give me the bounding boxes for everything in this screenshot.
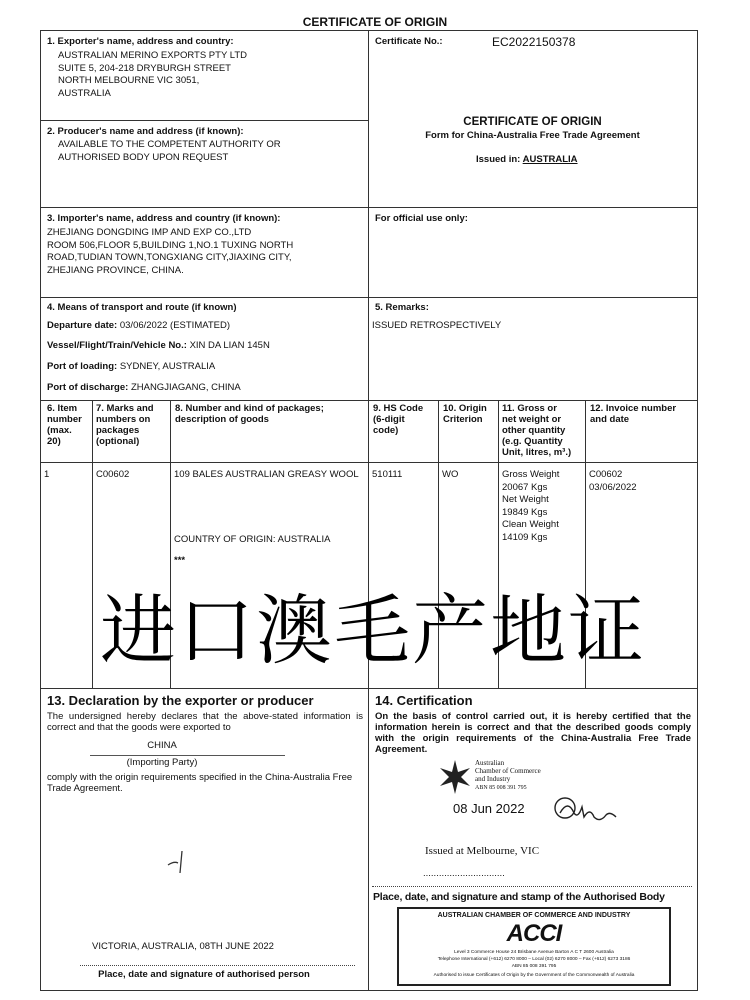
row-marks: C00602 — [96, 469, 130, 480]
certificate-no-label: Certificate No.: — [375, 36, 443, 47]
stamp-org: AUSTRALIAN CHAMBER OF COMMERCE AND INDUSTRY — [437, 912, 631, 919]
declaration-title: 13. Declaration by the exporter or producer — [47, 693, 314, 708]
declaration-text: The undersigned hereby declares that the above-stated information is correct and that the goods were exported to — [47, 711, 363, 733]
col-origin-criterion: 10. Origin Criterion — [443, 403, 487, 425]
stamp-authorisation: Authorised to issue Certificates of Origin by the Government of the Commonwealth of Australia — [433, 973, 635, 978]
seal-abn: ABN 85 008 391 795 — [475, 785, 527, 791]
issued-in — [476, 154, 578, 167]
row-description: 109 BALES AUSTRALIAN GREASY WOOL — [174, 469, 359, 480]
stamp-address: Level 3 Commerce House 24 Brisbane Avenue Barton A C T 2600 Australia Telephone International (+612) 6270 8000 – Local (02) 6270 8000 – Fax (+612) 6273 3186 ABN 85 008 391 795 — [437, 950, 631, 969]
col-invoice: 12. Invoice number and date — [590, 403, 677, 425]
acci-star-seal-icon — [437, 759, 473, 795]
declaration-footer: Place, date and signature of authorised person — [98, 969, 310, 980]
col-hs-code: 9. HS Code (6-digit code) — [373, 403, 424, 436]
declaration-text-2: comply with the origin requirements specified in the China-Australia Free Trade Agreement. — [47, 772, 353, 794]
chinese-overlay-text: 进口澳毛产地证 — [100, 589, 646, 674]
acci-stamp — [397, 907, 671, 986]
departure-date — [47, 320, 230, 333]
authority-signature — [552, 795, 622, 825]
importer-value: ZHEJIANG DONGDING IMP AND EXP CO.,LTD ROOM 506,FLOOR 5,BUILDING 1,NO.1 TUXING NORTH ROAD,TUDIAN TOWN,TONGXIANG CITY,JIAXING CITY, ZHEJIANG PROVINCE, CHINA. — [47, 227, 294, 276]
issued-in-value: AUSTRALIA — [522, 154, 578, 165]
port-of-discharge — [47, 382, 241, 395]
declaration-importing-party: (Importing Party) — [126, 757, 198, 768]
producer-label: 2. Producer's name and address (if known): — [47, 126, 244, 137]
remarks-value: ISSUED RETROSPECTIVELY — [372, 320, 502, 331]
vessel-value: XIN DA LIAN 145N — [189, 340, 270, 351]
col-marks: 7. Marks and numbers on packages (optional) — [96, 403, 154, 447]
row-invoice: C00602 03/06/2022 — [589, 469, 637, 493]
acci-logo: ACCI — [506, 920, 562, 947]
header-title: CERTIFICATE OF ORIGIN — [463, 116, 602, 128]
port-of-loading — [47, 361, 215, 374]
row-item: 1 — [44, 469, 50, 480]
row-criterion: WO — [442, 469, 459, 480]
col-item: 6. Item number (max. 20) — [47, 403, 82, 447]
row-weight: Gross Weight 20067 Kgs Net Weight 19849 Kgs Clean Weight 14109 Kgs — [502, 469, 560, 543]
col-weight: 11. Gross or net weight or other quantity (e.g. Quantity Unit, litres, m³.) — [502, 403, 572, 458]
discharge-label: Port of discharge: — [47, 382, 129, 393]
form-border — [40, 30, 698, 991]
certification-footer: Place, date, and signature and stamp of the Authorised Body — [373, 891, 665, 903]
row-stars: *** — [174, 555, 186, 566]
exporter-value: AUSTRALIAN MERINO EXPORTS PTY LTD SUITE 5, 204-218 DRYBURGH STREET NORTH MELBOURNE VIC 3051, AUSTRALIA — [58, 50, 247, 99]
header-subtitle: Form for China-Australia Free Trade Agreement — [425, 130, 640, 141]
row-origin-note: COUNTRY OF ORIGIN: AUSTRALIA — [174, 534, 331, 545]
issued-in-label: Issued in: — [476, 154, 521, 165]
col-description: 8. Number and kind of packages; description of goods — [175, 403, 324, 425]
producer-value: AVAILABLE TO THE COMPETENT AUTHORITY OR AUTHORISED BODY UPON REQUEST — [58, 139, 281, 163]
loading-value: SYDNEY, AUSTRALIA — [119, 361, 216, 372]
row-hs-code: 510111 — [372, 469, 403, 480]
discharge-value: ZHANGJIAGANG, CHINA — [130, 382, 241, 393]
vessel-label: Vessel/Flight/Train/Vehicle No.: — [47, 340, 187, 351]
importer-label: 3. Importer's name, address and country (if known): — [47, 213, 281, 224]
issued-at: Issued at Melbourne, VIC — [425, 845, 540, 857]
declaration-country: CHINA — [147, 740, 177, 751]
transport-label: 4. Means of transport and route (if known) — [47, 302, 237, 313]
departure-label: Departure date: — [47, 320, 118, 331]
seal-org: Australian Chamber of Commerce and Industry — [475, 759, 541, 783]
departure-value: 03/06/2022 (ESTIMATED) — [119, 320, 231, 331]
exporter-signature — [160, 845, 200, 875]
declaration-place-date: VICTORIA, AUSTRALIA, 08TH JUNE 2022 — [92, 941, 274, 952]
official-use-label: For official use only: — [375, 213, 468, 224]
remarks-label: 5. Remarks: — [375, 302, 429, 313]
loading-label: Port of loading: — [47, 361, 118, 372]
document-title: CERTIFICATE OF ORIGIN — [302, 15, 448, 29]
certification-date: 08 Jun 2022 — [453, 801, 525, 816]
certification-text: On the basis of control carried out, it is hereby certified that the information herein is correct and that the described goods comply with the origin requirements of the China-Australia Free Trade Agreement. — [375, 711, 691, 755]
exporter-label: 1. Exporter's name, address and country: — [47, 36, 234, 47]
vessel — [47, 340, 270, 353]
certificate-no-value: EC2022150378 — [492, 35, 576, 49]
signature-dots: ............................... — [423, 868, 505, 879]
certification-title: 14. Certification — [375, 693, 473, 708]
